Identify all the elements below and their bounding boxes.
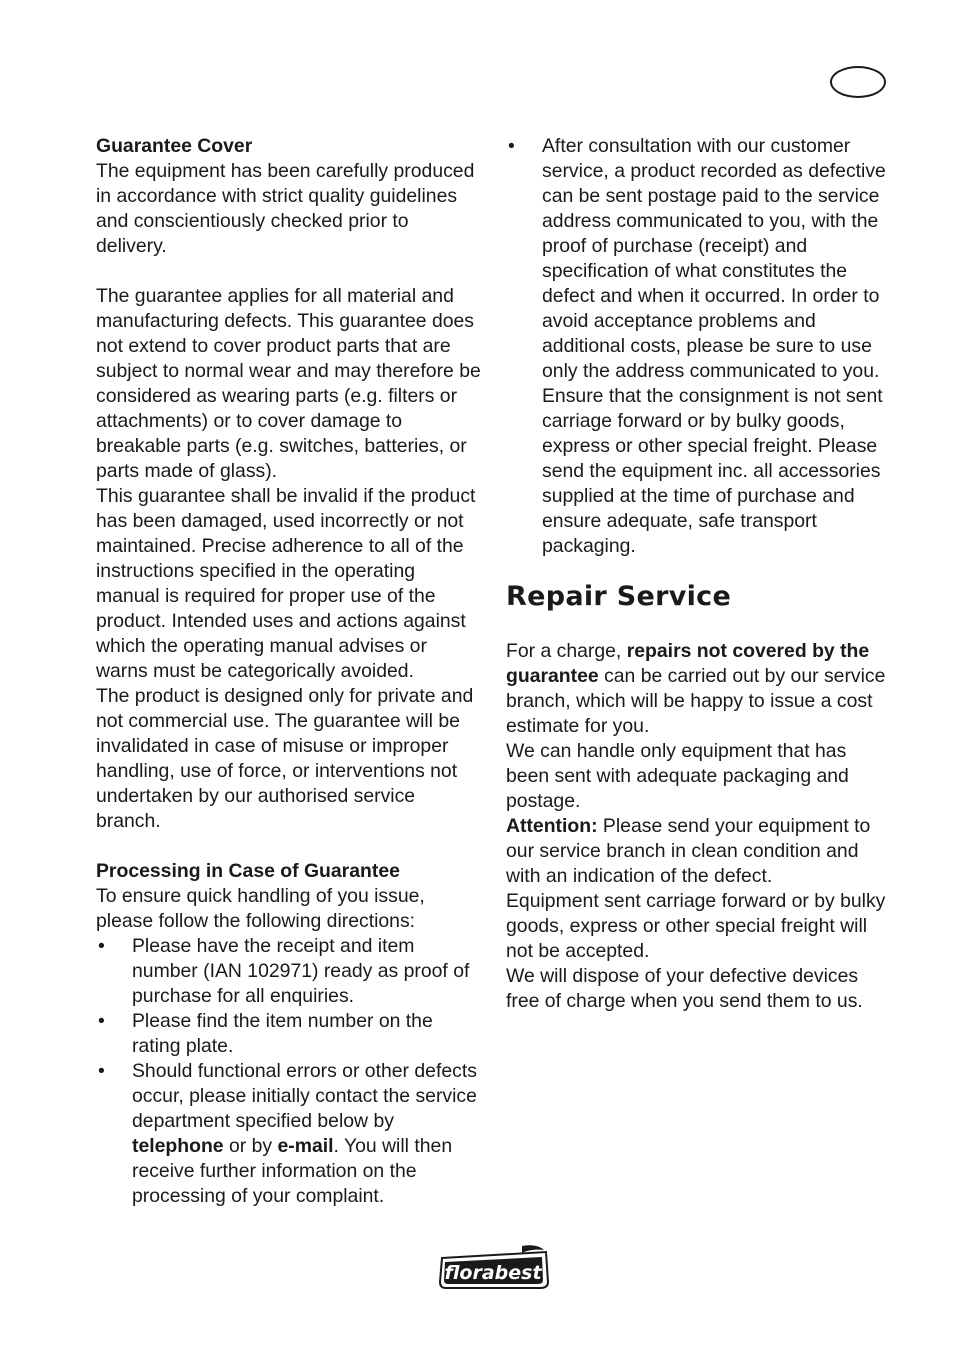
processing-list-continued: [506, 134, 892, 559]
language-badge: [830, 66, 886, 98]
guarantee-cover-paragraph-4: The product is designed only for private and not commercial use. The guarantee will be invalidated in case of misuse or improper handling, use of force, or interventions not undertaken by our authorised service branch.: [96, 685, 474, 832]
repair-paragraph-2: We can handle only equipment that has been sent with adequate packaging and postage.: [506, 740, 849, 812]
bullet-icon: •: [98, 1010, 105, 1032]
list-item: • Please find the item number on the rating plate.: [98, 1010, 433, 1057]
repair-service-heading: Repair Service: [506, 581, 732, 612]
guarantee-cover-paragraph-3: This guarantee shall be invalid if the product has been damaged, used incorrectly or not maintained. Precise adherence to all of the instructions specified in the operating manual is required for proper use of the product. Intended uses and actions against which the operating manual advises or warns must be categorically avoided.: [96, 485, 476, 682]
repair-paragraph-1: For a charge, repairs not covered by the guarantee can be carried out by our service branch, which will be happy to issue a cost estimate for you.: [506, 640, 886, 737]
guarantee-cover-heading: Guarantee Cover: [96, 135, 253, 157]
left-column: [96, 134, 482, 1209]
right-column: [506, 134, 892, 1014]
processing-heading: Processing in Case of Guarantee: [96, 860, 400, 882]
florabest-logo: [436, 1244, 552, 1290]
repair-paragraph-3: Attention: Please send your equipment to our service branch in clean condition and with an indication of the defect.: [506, 815, 871, 887]
bullet-icon: •: [508, 135, 515, 157]
processing-list: [96, 934, 482, 1209]
bullet-icon: •: [98, 1060, 105, 1082]
list-item: • Please have the receipt and item number (IAN 102971) ready as proof of purchase for all enquiries.: [98, 935, 470, 1007]
list-item: • Should functional errors or other defects occur, please initially contact the service department specified below by telephone or by e-mail. You will then receive further information on the processing of your complaint.: [98, 1060, 477, 1207]
svg-text:florabest: florabest: [444, 1262, 542, 1284]
bullet-icon: •: [98, 935, 105, 957]
processing-intro: To ensure quick handling of you issue, please follow the following directions:: [96, 885, 425, 932]
repair-paragraph-5: We will dispose of your defective devices free of charge when you send them to us.: [506, 965, 863, 1012]
telephone-emphasis: telephone: [132, 1135, 224, 1157]
list-item: • After consultation with our customer service, a product recorded as defective can be sent postage paid to the service address communicated to you, with the proof of purchase (receipt) and specification of what constitutes the defect and when it occurred. In order to avoid acceptance problems and additional costs, please be sure to use only the address communicated to you. Ensure that the consignment is not sent carriage forward or by bulky goods, express or other special freight. Please send the equipment inc. all accessories supplied at the time of purchase and ensure adequate, safe transport packaging.: [508, 135, 886, 557]
email-emphasis: e-mail: [277, 1135, 334, 1157]
repair-paragraph-4: Equipment sent carriage forward or by bulky goods, express or other special freight will not be accepted.: [506, 890, 886, 962]
guarantee-cover-paragraph-1: The equipment has been carefully produced in accordance with strict quality guidelines and conscientiously checked prior to delivery.: [96, 160, 475, 257]
guarantee-cover-paragraph-2: The guarantee applies for all material and manufacturing defects. This guarantee does not extend to cover product parts that are subject to normal wear and may therefore be considered as wearing parts (e.g. filters or attachments) or to cover damage to breakable parts (e.g. switches, batteries, or parts made of glass).: [96, 285, 481, 482]
